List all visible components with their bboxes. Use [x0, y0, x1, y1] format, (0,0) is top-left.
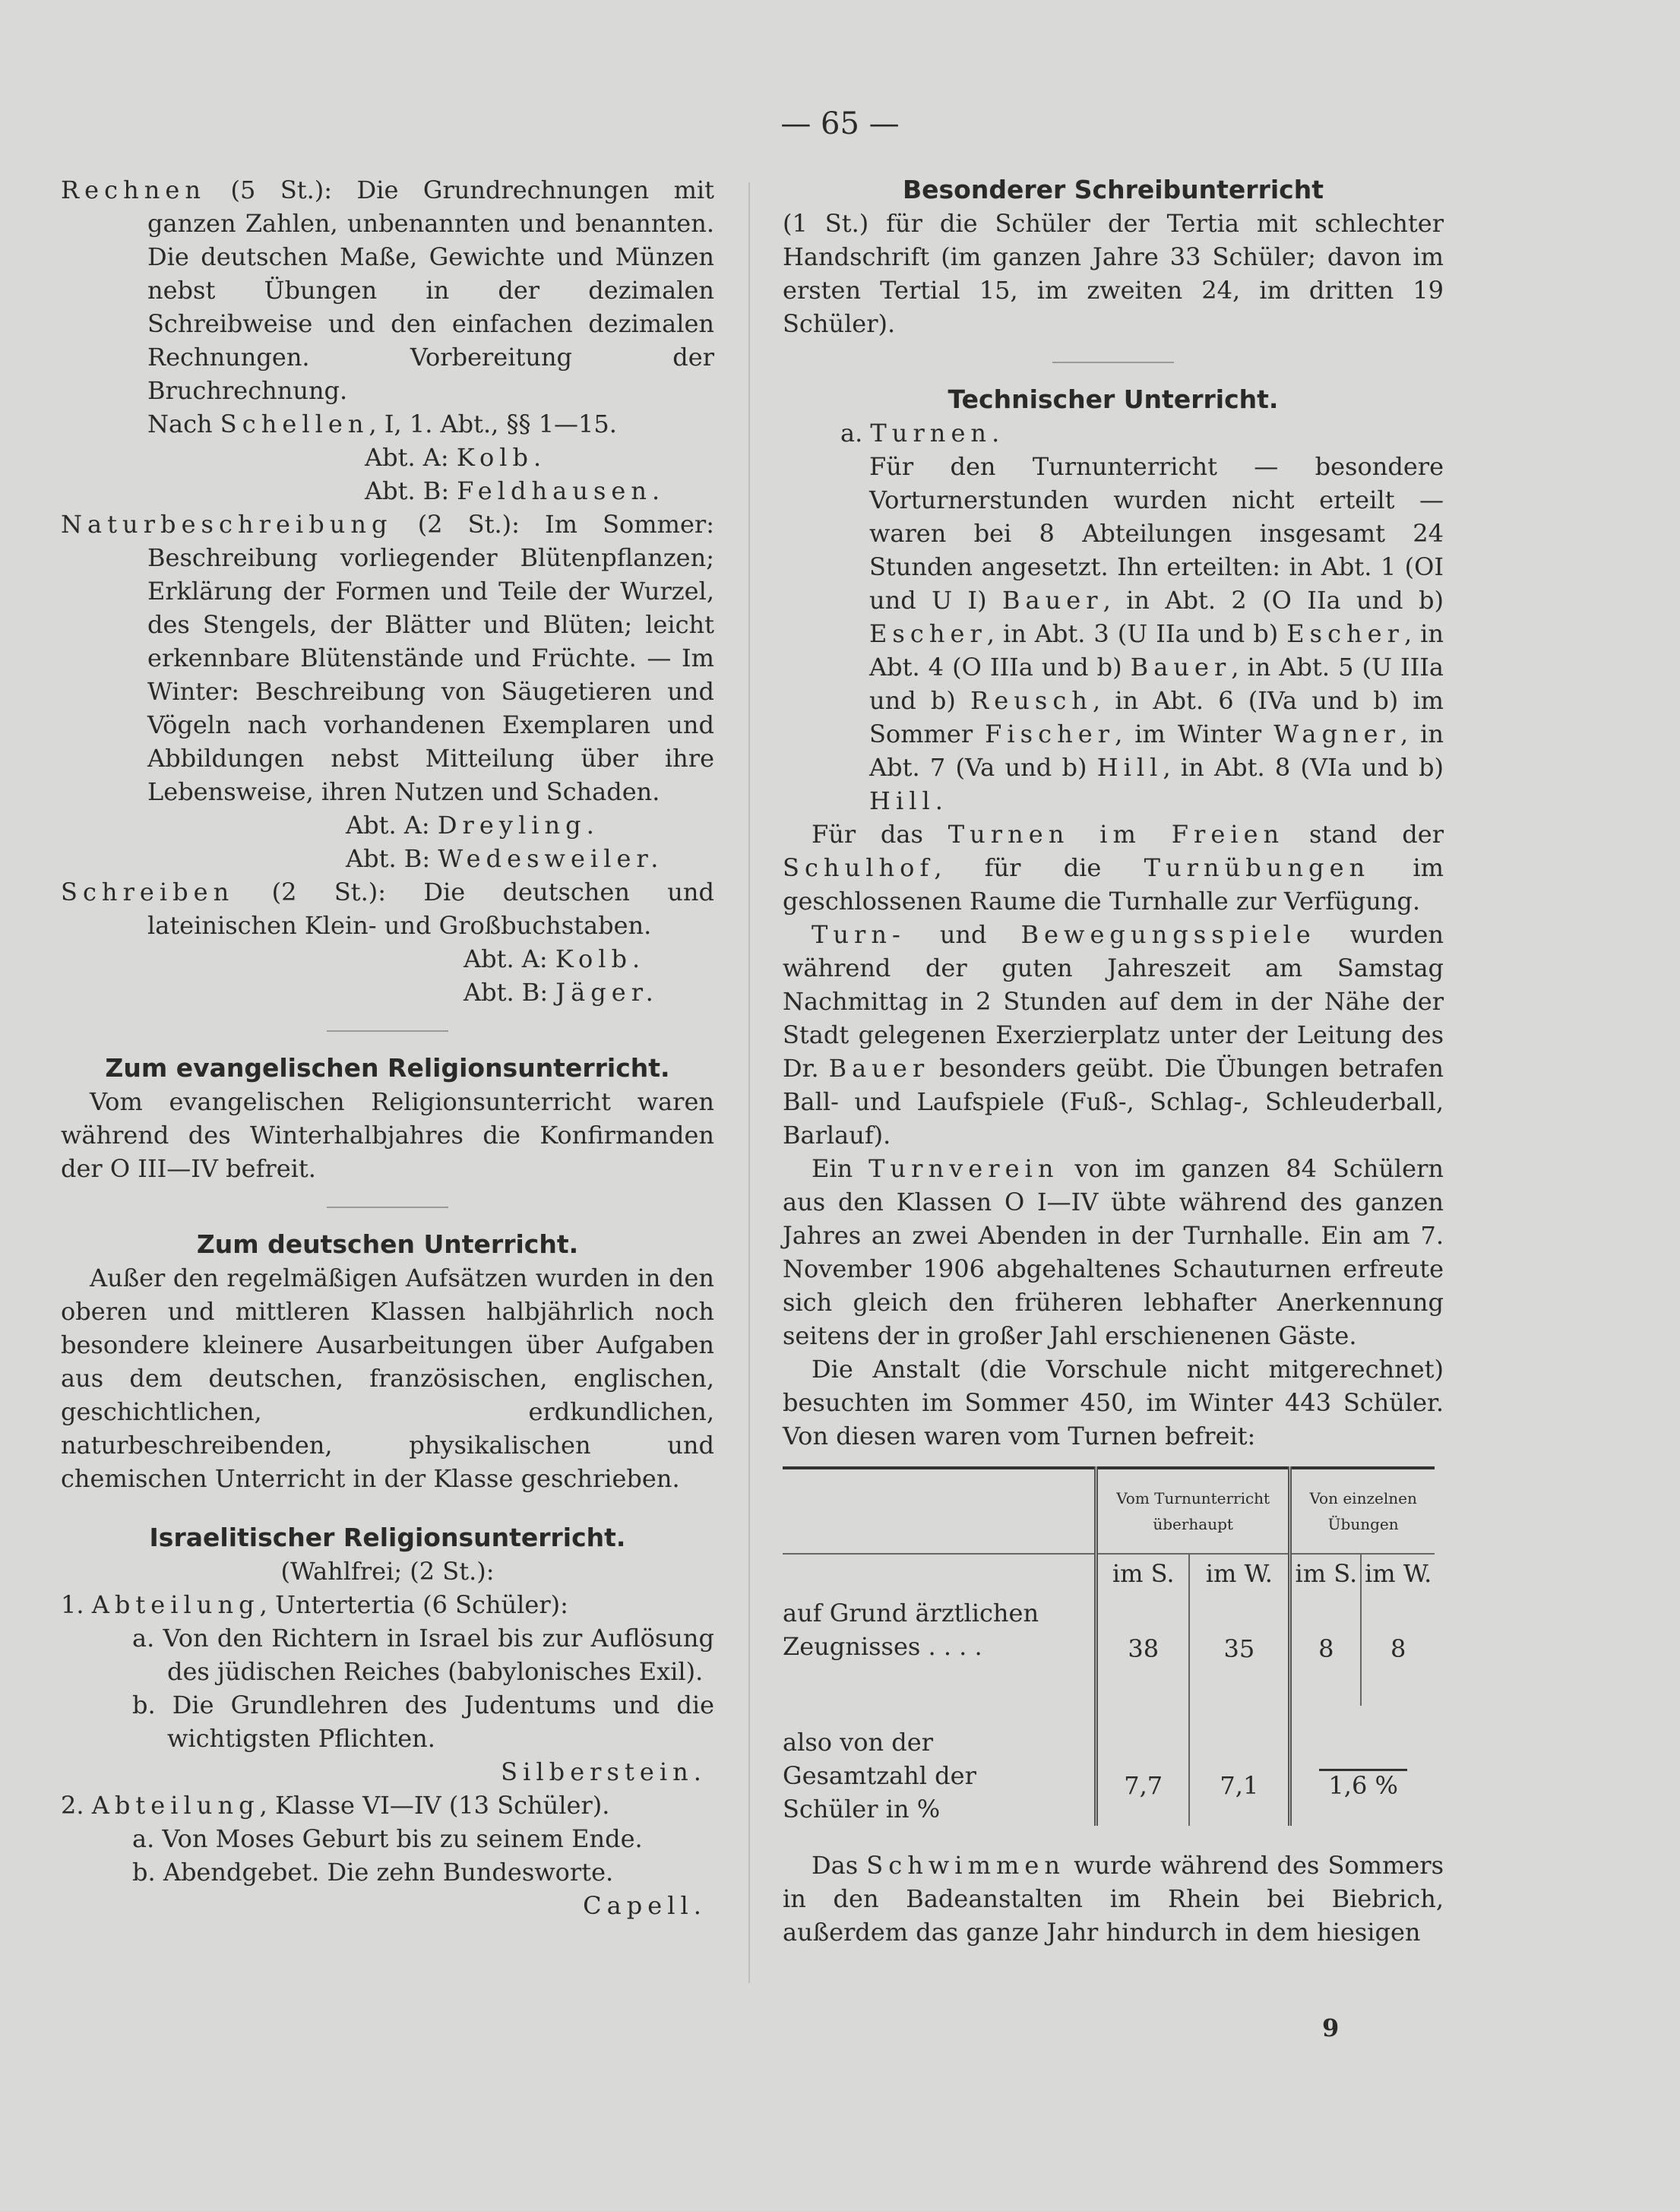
- schreiben-abt-a: [61, 942, 714, 976]
- footer-signature-number: 9: [1322, 2013, 1340, 2042]
- rechnen-abt-b: [61, 474, 714, 508]
- abteilung-2-a: a. Von Moses Geburt bis zu seinem Ende.: [132, 1824, 643, 1853]
- anstalt-paragraph: Die Anstalt (die Vorschule nicht mitgerechnet) besuchten im Sommer 450, im Winter 443 Schüler. Von diesen waren vom Turnen befreit:: [783, 1355, 1444, 1450]
- table-cell: [783, 1554, 1096, 1592]
- teacher-name: Bauer: [1001, 586, 1103, 615]
- list-letter: a.: [840, 419, 871, 448]
- text-run: , in Abt. 2 (O IIa und b): [1103, 586, 1444, 615]
- teacher-name: Bauer: [1130, 653, 1232, 682]
- turnverein-paragraph: [783, 1152, 1444, 1352]
- abteilung-2-teacher: Capell.: [583, 1891, 707, 1920]
- row1-value: 8: [1361, 1592, 1435, 1706]
- text-run: , in Abt. 8 (VIa und b): [1163, 753, 1444, 782]
- technisch-heading: Technischer Unterricht.: [948, 384, 1279, 414]
- teacher-name: Dreyling.: [437, 811, 600, 840]
- teacher-name: Hill: [1096, 753, 1163, 782]
- teacher-name: Wagner: [1273, 720, 1400, 748]
- teacher-name: Kolb.: [456, 443, 547, 472]
- row1-value: 35: [1189, 1592, 1289, 1706]
- teacher-name: Reusch: [970, 686, 1093, 715]
- teacher-name: Kolb.: [555, 944, 646, 973]
- naturbeschreibung-title: Naturbeschreibung: [61, 510, 393, 539]
- text-run: , in Abt. 5 (U IIIa und b): [869, 653, 1444, 715]
- evangelisch-text: Vom evangelischen Religionsunterricht waren während des Winterhalbjahres die Konfirmanden der O III—IV befreit.: [61, 1087, 714, 1183]
- text-run: stand der: [1284, 820, 1444, 849]
- schwimmen-paragraph: [783, 1849, 1444, 1949]
- befreiung-table: [783, 1466, 1435, 1826]
- abteilung-word: Abteilung: [91, 1590, 260, 1619]
- natur-abt-a: [61, 808, 714, 842]
- spaced-term: Turnen im Freien: [948, 820, 1285, 849]
- sub-im-w-2: im W.: [1361, 1554, 1435, 1592]
- section-rule: [327, 1030, 448, 1032]
- teacher-name: Wedesweiler.: [438, 844, 664, 873]
- rechnen-title: Rechnen: [61, 176, 206, 204]
- schreiben-abt-b: [61, 976, 714, 1009]
- naturbeschreibung-paragraph: [61, 508, 714, 808]
- text-run: besonders geübt. Die Übungen betrafen Ball- und Laufspiele (Fuß-, Schlag-, Schleuderball, Barlauf).: [783, 1054, 1444, 1150]
- text-run: im geschlossenen Raume die Turnhalle zur Verfügung.: [783, 853, 1444, 916]
- turnen-label: [783, 416, 1444, 450]
- table-row: [783, 1706, 1435, 1826]
- abteilung-2-b: b. Abendgebet. Die zehn Bundesworte.: [132, 1858, 614, 1887]
- teacher-name: Escher: [869, 619, 987, 648]
- abt-label: Abt. B:: [346, 844, 438, 873]
- abteilung-rest: , Klasse VI—IV (13 Schüler).: [259, 1791, 610, 1820]
- rechnen-paragraph: [61, 173, 714, 441]
- abteilung-1-teacher: Silberstein.: [501, 1757, 707, 1786]
- spaced-term: Turnübungen: [1144, 853, 1371, 882]
- sub-im-s-1: im S.: [1096, 1554, 1190, 1592]
- abteilung-2: [61, 1789, 714, 1822]
- naturbeschreibung-text: (2 St.): Im Sommer: Beschreibung vorliegender Blütenpflanzen; Erklärung der Formen und Teile der Wurzel, des Stengels, der Blätter und Blüten; leicht erkennbare Blütenstände und Früchte. — Im Winter: Beschreibung von Säugetieren und Vögeln nach vorhandenen Exemplaren und Abbildungen nebst Mitteilung über ihre Lebensweise, ihren Nutzen und Schaden.: [147, 510, 714, 806]
- column-divider: [748, 182, 750, 1983]
- table-subheader-row: [783, 1554, 1435, 1592]
- row2-label: also von der Gesamtzahl der Schüler in %: [783, 1728, 976, 1824]
- text-run: Für das: [812, 820, 948, 849]
- section-rule: [327, 1207, 448, 1208]
- text-run: , in Abt. 6 (IVa und b) im Sommer: [869, 686, 1444, 748]
- row1-label: auf Grund ärztlichen Zeugnisses . . . .: [783, 1599, 1039, 1661]
- israelitisch-subtitle: (Wahlfrei; (2 St.):: [280, 1557, 495, 1586]
- spaced-term: Bewegungsspiele: [1020, 920, 1316, 949]
- schreib-text: (1 St.) für die Schüler der Tertia mit schlechter Handschrift (im ganzen Jahre 33 Schüler; davon im ersten Tertial 15, im zweiten 24, im dritten 19 Schüler).: [783, 209, 1444, 338]
- header-von-einzelnen: Von einzelnen Übungen: [1290, 1468, 1435, 1554]
- abteilung-rest: , Untertertia (6 Schüler):: [259, 1590, 568, 1619]
- natur-abt-b: [61, 842, 714, 875]
- row2-value: 7,7: [1096, 1706, 1190, 1826]
- deutsch-text: Außer den regelmäßigen Aufsätzen wurden in den oberen und mittleren Klassen halbjährlich noch besondere kleinere Ausarbeitungen über Aufgaben aus dem deutschen, französischen, englischen, geschichtlichen, erdkundlichen, naturbeschreibenden, physikalischen und chemischen Unterricht in der Klasse geschrieben.: [61, 1264, 714, 1493]
- turnen-word: Turnen.: [870, 419, 1005, 448]
- spaced-term: Turn-: [812, 920, 906, 949]
- text-run: , für die: [934, 853, 1144, 882]
- list-number: 1.: [61, 1590, 92, 1619]
- spaced-term: Schwimmen: [866, 1851, 1065, 1880]
- spiele-paragraph: [783, 918, 1444, 1152]
- left-column: [61, 173, 714, 1922]
- abteilung-1: [61, 1588, 714, 1621]
- row2-merged-value: 1,6 %: [1319, 1769, 1406, 1800]
- rechnen-nach-prefix: Nach: [147, 410, 220, 438]
- teacher-name: Feldhausen.: [457, 476, 666, 505]
- abt-label: Abt. A:: [464, 944, 555, 973]
- table-header-row: [783, 1468, 1435, 1554]
- abt-label: Abt. A:: [346, 811, 438, 840]
- text-run: , in Abt. 3 (U IIa und b): [986, 619, 1287, 648]
- text-run: Für den Turnunterricht — besondere Vorturnerstunden wurden nicht erteilt — waren bei 8 Abteilungen insgesamt 24 Stunden angesetzt. Ihn erteilten: in Abt. 1 (OI und U I): [869, 452, 1444, 615]
- text-run: , in Abt. 4 (O IIIa und b): [869, 619, 1444, 682]
- abt-label: Abt. A:: [365, 443, 457, 472]
- sub-im-s-2: im S.: [1290, 1554, 1362, 1592]
- evangelisch-heading: Zum evangelischen Religionsunterricht.: [105, 1053, 670, 1083]
- israelitisch-heading: Israelitischer Religionsunterricht.: [149, 1523, 626, 1552]
- abteilung-1-a: a. Von den Richtern in Israel bis zur Auflösung des jüdischen Reiches (babylonisches Exil).: [132, 1624, 714, 1686]
- spaced-term: Turnverein: [868, 1154, 1059, 1183]
- schreiben-paragraph: [61, 875, 714, 942]
- text-run: wurde während des Sommers in den Badeanstalten im Rhein bei Biebrich, außerdem das ganze Jahr hindurch in dem hiesigen: [783, 1851, 1444, 1947]
- abt-label: Abt. B:: [365, 476, 457, 505]
- text-run: Ein: [812, 1154, 869, 1183]
- table-row: [783, 1592, 1435, 1706]
- page-number: — 65 —: [780, 106, 900, 141]
- right-column: [783, 173, 1444, 1949]
- rechnen-text: (5 St.): Die Grundrechnungen mit ganzen Zahlen, unbenannten und benannten. Die deutschen Maße, Gewichte und Münzen nebst Übungen in der dezimalen Schreibweise und den einfachen dezimalen Rechnungen. Vorbereitung der Bruchrechnung.: [147, 176, 714, 405]
- schreiben-text: (2 St.): Die deutschen und lateinischen Klein- und Großbuchstaben.: [147, 878, 714, 940]
- rechnen-nach-rest: , I, 1. Abt., §§ 1—15.: [369, 410, 617, 438]
- teacher-name: Fischer: [985, 720, 1115, 748]
- rechnen-abt-a: [61, 441, 714, 474]
- row2-value: 7,1: [1189, 1706, 1289, 1826]
- spaced-term: Schulhof: [783, 853, 935, 882]
- teacher-name: Jäger.: [555, 978, 659, 1007]
- text-run: , im Winter: [1115, 720, 1274, 748]
- teacher-name: Bauer: [828, 1054, 930, 1083]
- table-header-blank: [783, 1468, 1096, 1554]
- deutsch-heading: Zum deutschen Unterricht.: [196, 1229, 579, 1259]
- turnen-paragraph: [783, 450, 1444, 818]
- header-vom-turnunterricht: Vom Turnunterricht überhaupt: [1096, 1468, 1290, 1554]
- schreiben-title: Schreiben: [61, 878, 235, 906]
- row1-value: 38: [1096, 1592, 1190, 1706]
- text-run: , in Abt. 7 (Va und b): [869, 720, 1444, 782]
- row2-value-merged: [1290, 1706, 1435, 1826]
- text-run: Das: [812, 1851, 867, 1880]
- text-run: und: [905, 920, 1021, 949]
- section-rule: [1052, 362, 1174, 363]
- row1-value: 8: [1290, 1592, 1362, 1706]
- abteilung-1-b: b. Die Grundlehren des Judentums und die wichtigsten Pflichten.: [132, 1691, 714, 1753]
- rechnen-nach-name: Schellen: [220, 410, 369, 438]
- teacher-name: Escher: [1286, 619, 1404, 648]
- turnen-freien-paragraph: [783, 818, 1444, 918]
- list-number: 2.: [61, 1791, 92, 1820]
- abteilung-word: Abteilung: [91, 1791, 260, 1820]
- teacher-name: Hill: [869, 786, 935, 815]
- sub-im-w-1: im W.: [1189, 1554, 1289, 1592]
- schreib-heading: Besonderer Schreibunterricht: [902, 175, 1324, 204]
- text-run: .: [935, 786, 943, 815]
- text-run: wurden während der guten Jahreszeit am Samstag Nachmittag in 2 Stunden auf dem in der Nähe der Stadt gelegenen Exerzierplatz unter der Leitung des Dr.: [783, 920, 1444, 1083]
- abt-label: Abt. B:: [464, 978, 556, 1007]
- text-run: von im ganzen 84 Schülern aus den Klassen O I—IV übte während des ganzen Jahres an zwei Abenden in der Turnhalle. Ein am 7. November 1906 abgehaltenes Schauturnen erfreute sich gleich den früheren lebhafter Anerkennung seitens der in großer Jahl erschienenen Gäste.: [783, 1154, 1444, 1350]
